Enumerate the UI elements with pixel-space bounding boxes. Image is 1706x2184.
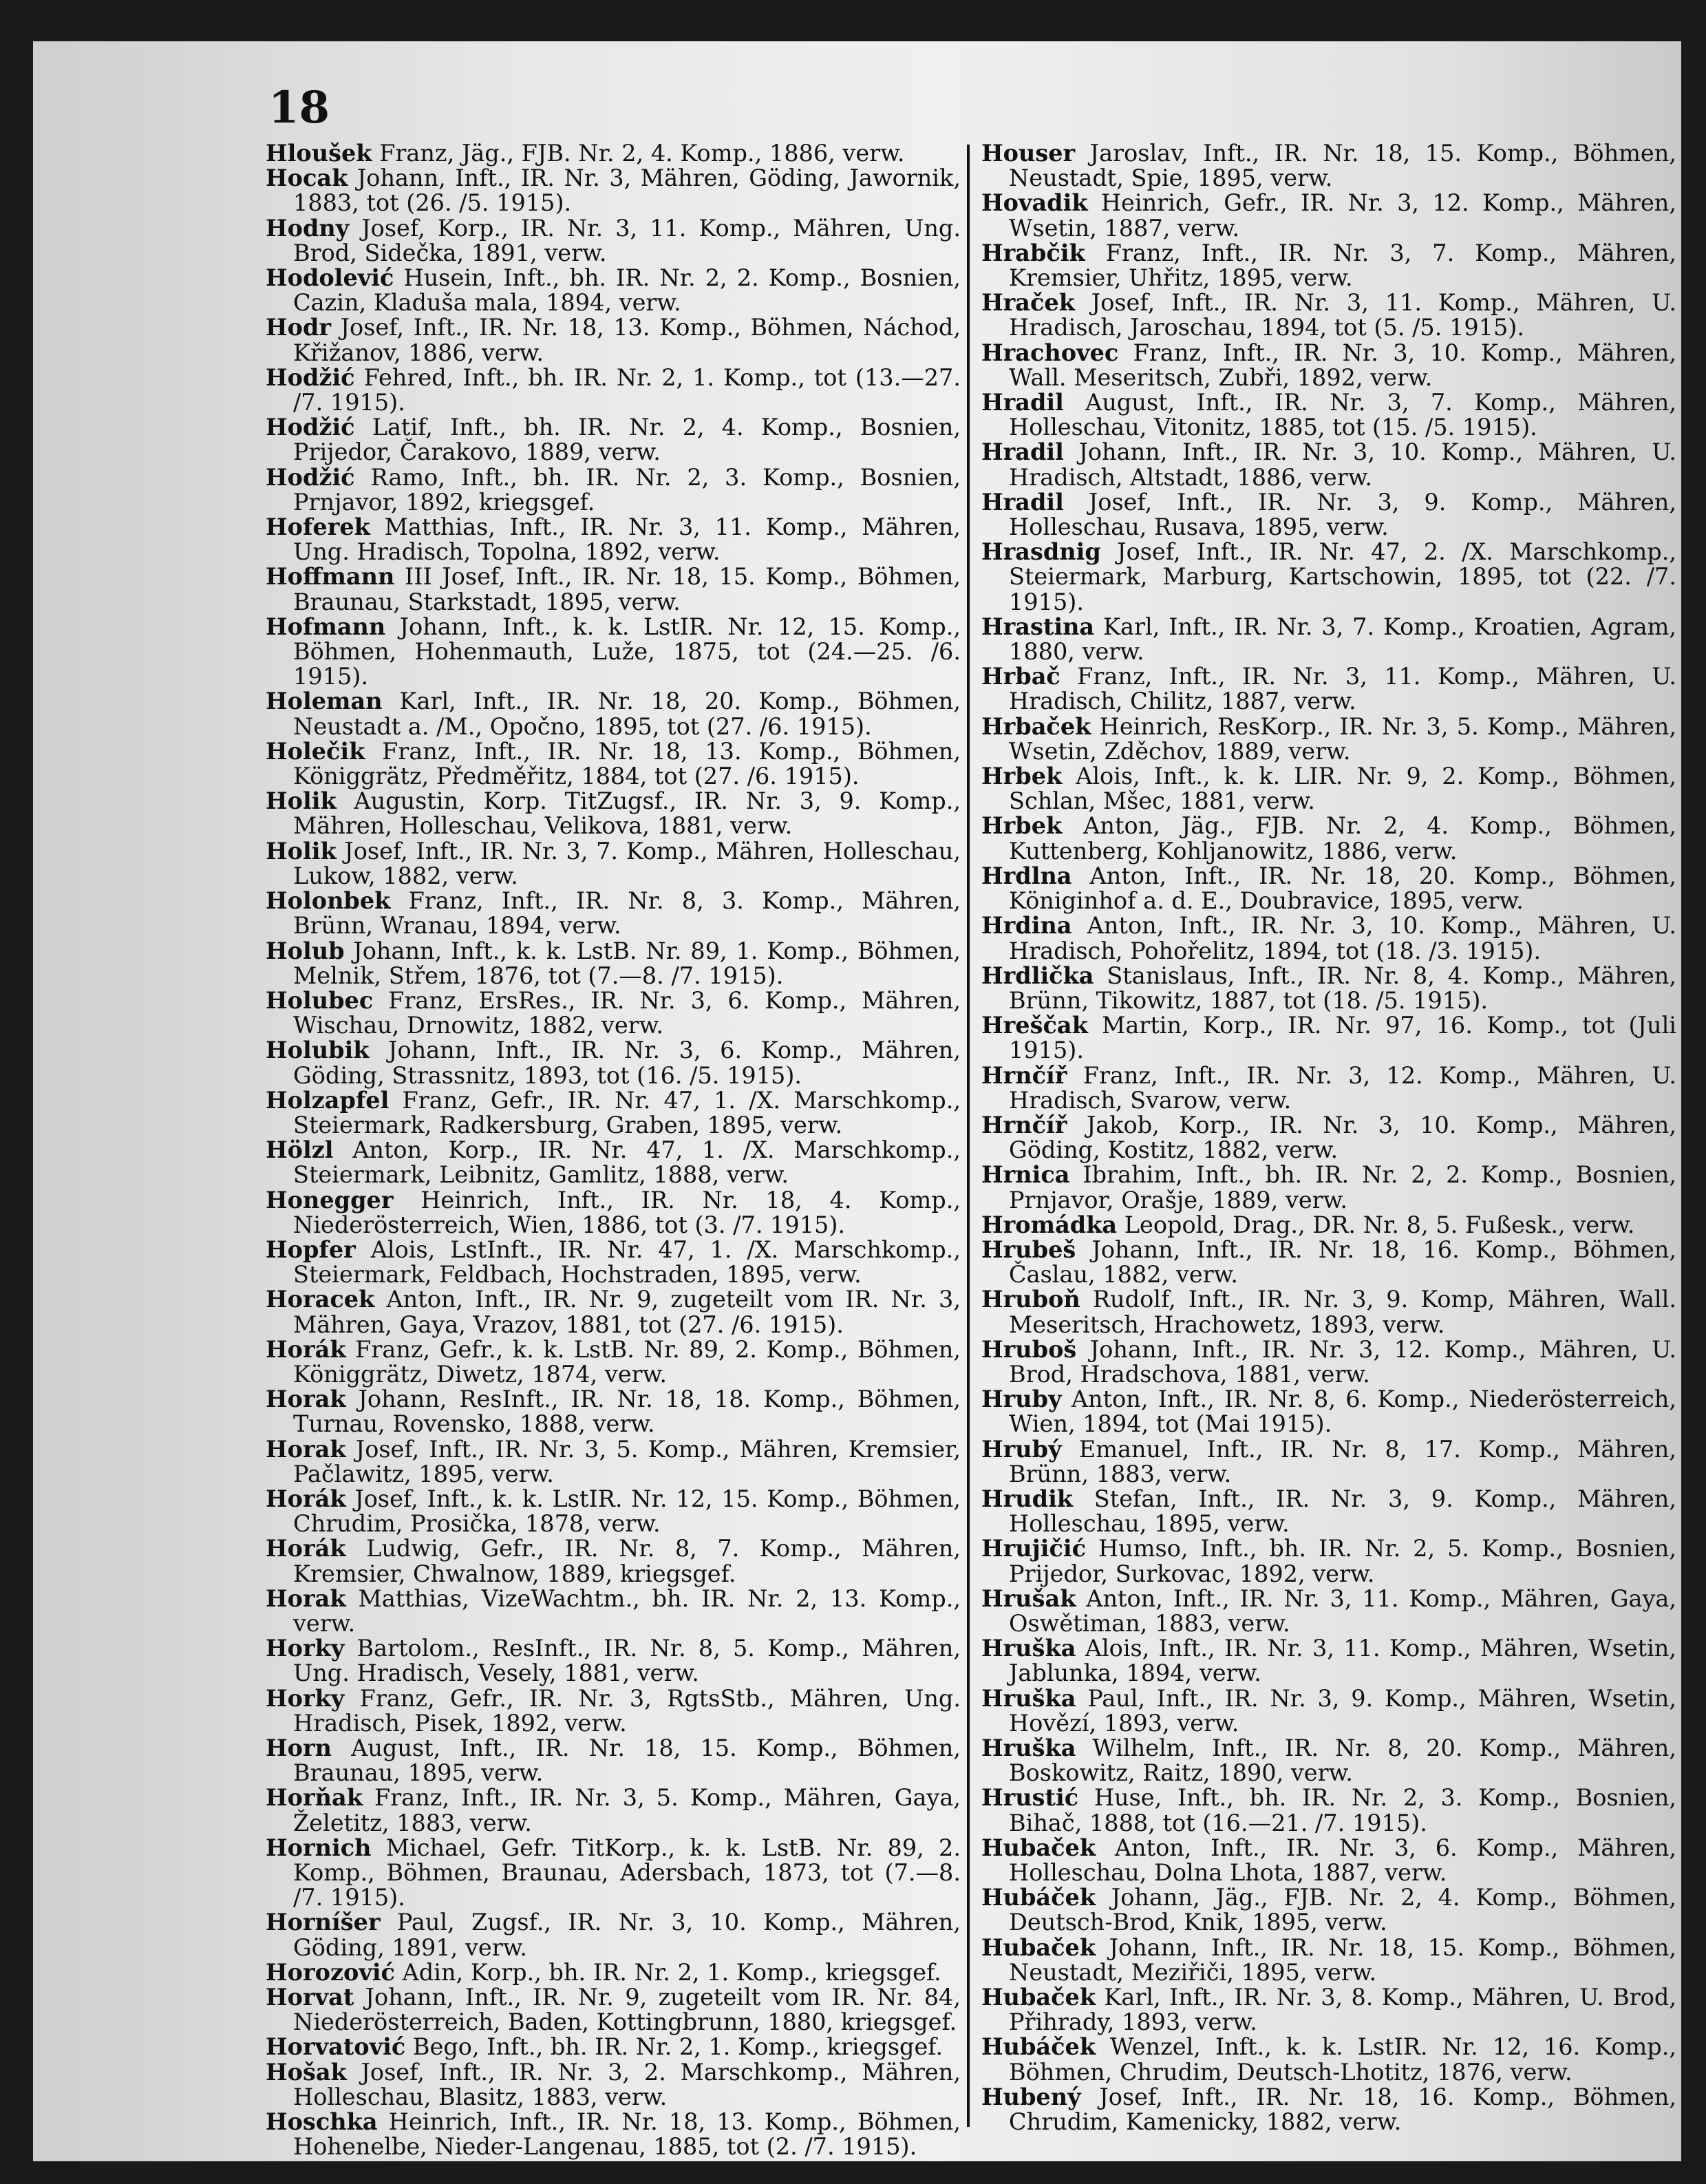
entry-details: Bartolom., ResInft., IR. Nr. 8, 5. Komp., Mähren, Ung. Hradisch, Vesely, 1881, verw.: [293, 1635, 961, 1687]
entry-surname: Hornich: [266, 1834, 372, 1861]
entry-surname: Hrbek: [981, 763, 1063, 790]
entry-surname: Honegger: [266, 1186, 394, 1213]
register-entry: [981, 1213, 1676, 1238]
register-entry: [266, 515, 961, 564]
entry-surname: Hrubeš: [981, 1236, 1076, 1263]
entry-details: Josef, Inft., IR. Nr. 3, 2. Marschkomp., Mähren, Holleschau, Blasitz, 1883, verw.: [293, 2058, 961, 2110]
entry-details: Martin, Korp., IR. Nr. 97, 16. Komp., tot (Juli 1915).: [1009, 1012, 1676, 1064]
register-entry: [266, 216, 961, 266]
left-column: [266, 141, 961, 2159]
register-entry: [981, 864, 1676, 913]
entry-details: Johann, Inft., IR. Nr. 3, 12. Komp., Mähren, U. Brod, Hradschova, 1881, verw.: [1009, 1335, 1676, 1388]
entry-surname: Hrastina: [981, 613, 1095, 640]
register-entry: [981, 1238, 1676, 1287]
entry-details: Johann, Inft., k. k. LstB. Nr. 89, 1. Komp., Böhmen, Melnik, Střem, 1876, tot (7.—8. /7. 1915).: [293, 937, 961, 989]
register-entry: [266, 1337, 961, 1387]
register-entry: [266, 1387, 961, 1436]
entry-surname: Holik: [266, 837, 337, 865]
entry-surname: Hruška: [981, 1684, 1076, 1712]
register-entry: [981, 814, 1676, 863]
entry-surname: Horacek: [266, 1286, 375, 1313]
register-entry: [266, 1960, 961, 1985]
register-entry: [981, 290, 1676, 340]
entry-details: Franz, Gefr., IR. Nr. 3, RgtsStb., Mähren, Ung. Hradisch, Pisek, 1892, verw.: [293, 1684, 961, 1737]
entry-details: Josef, Korp., IR. Nr. 3, 11. Komp., Mähren, Ung. Brod, Sidečka, 1891, verw.: [293, 214, 961, 266]
entry-details: Karl, Inft., IR. Nr. 3, 8. Komp., Mähren, U. Brod, Přihrady, 1893, verw.: [1009, 1984, 1676, 2036]
entry-details: Stefan, Inft., IR. Nr. 3, 9. Komp., Mähren, Holleschau, 1895, verw.: [1009, 1485, 1676, 1538]
entry-details: Bego, Inft., bh. IR. Nr. 2, 1. Komp., kriegsgef.: [412, 2033, 943, 2061]
register-entry: [266, 1910, 961, 1960]
entry-details: Augustin, Korp. TitZugsf., IR. Nr. 3, 9. Komp., Mähren, Holleschau, Velikova, 1881, verw.: [293, 787, 961, 840]
entry-surname: Hradil: [981, 389, 1064, 416]
entry-details: Josef, Inft., k. k. LstIR. Nr. 12, 15. Komp., Böhmen, Chrudim, Prosička, 1878, verw.: [293, 1485, 961, 1538]
entry-surname: Houser: [981, 140, 1076, 167]
register-entry: [266, 1985, 961, 2035]
entry-details: Franz, ErsRes., IR. Nr. 3, 6. Komp., Mähren, Wischau, Drnowitz, 1882, verw.: [293, 986, 961, 1039]
register-entry: [981, 191, 1676, 240]
entry-surname: Hrnčíř: [981, 1111, 1067, 1138]
register-entry: [266, 1238, 961, 1287]
entry-surname: Hodžić: [266, 363, 355, 391]
register-entry: [266, 1487, 961, 1536]
entry-surname: Hradil: [981, 488, 1064, 516]
register-entry: [266, 839, 961, 889]
entry-surname: Horozović: [266, 1958, 395, 1986]
entry-details: Paul, Inft., IR. Nr. 3, 9. Komp., Mähren, Wsetin, Hovězí, 1893, verw.: [1009, 1684, 1676, 1737]
entry-details: Anton, Inft., IR. Nr. 3, 10. Komp., Mähren, U. Hradisch, Pohořelitz, 1894, tot (18. /3. 1915).: [1009, 912, 1676, 964]
entry-surname: Hrabčik: [981, 239, 1085, 266]
register-entry: [266, 365, 961, 415]
entry-surname: Holzapfel: [266, 1086, 390, 1114]
register-entry: [981, 1013, 1676, 1063]
entry-surname: Hofmann: [266, 613, 386, 640]
register-entry: [981, 141, 1676, 191]
register-entry: [266, 1836, 961, 1911]
entry-surname: Hodžić: [266, 463, 355, 491]
entry-details: Franz, Gefr., IR. Nr. 47, 1. /X. Marschkomp., Steiermark, Radkersburg, Graben, 1895, verw.: [293, 1086, 961, 1138]
register-entry: [266, 415, 961, 465]
entry-details: Franz, Inft., IR. Nr. 3, 10. Komp., Mähren, Wall. Meseritsch, Zubři, 1892, verw.: [1009, 339, 1677, 391]
entry-surname: Hrbaček: [981, 712, 1091, 740]
entry-details: Josef, Inft., IR. Nr. 47, 2. /X. Marschkomp., Steiermark, Marburg, Kartschowin, 1895, tot (22. /7. 1915).: [1009, 538, 1676, 615]
entry-details: Franz, Inft., IR. Nr. 3, 5. Komp., Mähren, Gaya, Želetitz, 1883, verw.: [293, 1784, 961, 1836]
entry-details: Huse, Inft., bh. IR. Nr. 2, 3. Komp., Bosnien, Bihač, 1888, tot (16.—21. /7. 1915).: [1009, 1784, 1676, 1836]
entry-surname: Hruby: [981, 1386, 1062, 1413]
entry-details: Johann, Inft., IR. Nr. 3, 6. Komp., Mähren, Göding, Strassnitz, 1893, tot (16. /5. 1915).: [293, 1037, 961, 1089]
entry-details: Fehred, Inft., bh. IR. Nr. 2, 1. Komp., tot (13.—27. /7. 1915).: [293, 363, 961, 416]
entry-surname: Hubáček: [981, 2033, 1096, 2061]
entry-details: Latif, Inft., bh. IR. Nr. 2, 4. Komp., Bosnien, Prijedor, Čarakovo, 1889, verw.: [293, 414, 961, 466]
register-entry: [266, 939, 961, 988]
entry-details: August, Inft., IR. Nr. 18, 15. Komp., Böhmen, Braunau, 1895, verw.: [293, 1735, 961, 1787]
entry-details: Anton, Inft., IR. Nr. 9, zugeteilt vom IR. Nr. 3, Mähren, Gaya, Vrazov, 1881, tot (27. /6. 1915).: [293, 1286, 961, 1338]
entry-surname: Hruška: [981, 1635, 1076, 1662]
register-entry: [981, 1287, 1676, 1337]
entry-details: Josef, Inft., IR. Nr. 3, 5. Komp., Mähren, Kremsier, Pačlawitz, 1895, verw.: [293, 1435, 961, 1487]
page-number: 18: [268, 82, 330, 134]
register-entry: [981, 1686, 1676, 1736]
register-entry: [981, 1337, 1676, 1387]
register-entry: [981, 1113, 1676, 1163]
entry-details: Anton, Inft., IR. Nr. 8, 6. Komp., Niederösterreich, Wien, 1894, tot (Mai 1915).: [1009, 1386, 1676, 1438]
register-entry: [266, 1287, 961, 1337]
entry-details: Karl, Inft., IR. Nr. 18, 20. Komp., Böhmen, Neustadt a. /M., Opočno, 1895, tot (27. /6. 1915).: [293, 688, 961, 740]
register-entry: [981, 1487, 1676, 1536]
entry-details: Ramo, Inft., bh. IR. Nr. 2, 3. Komp., Bosnien, Prnjavor, 1892, kriegsgef.: [293, 463, 961, 516]
right-column: [981, 141, 1676, 2134]
entry-surname: Hrbač: [981, 663, 1060, 690]
entry-details: Heinrich, Gefr., IR. Nr. 3, 12. Komp., Mähren, Wsetin, 1887, verw.: [1009, 189, 1676, 242]
register-entry: [266, 1636, 961, 1686]
register-entry: [981, 440, 1676, 489]
entry-details: Josef, Inft., IR. Nr. 3, 11. Komp., Mähren, U. Hradisch, Jaroschau, 1894, tot (5. /5. 1915).: [1009, 289, 1676, 341]
register-entry: [981, 1584, 1676, 1637]
entry-details: August, Inft., IR. Nr. 3, 7. Komp., Mähren, Holleschau, Vitonitz, 1885, tot (15. /5. 1915).: [1009, 389, 1677, 441]
register-entry: [266, 1138, 961, 1187]
entry-surname: Hoferek: [266, 513, 370, 541]
entry-details: III Josef, Inft., IR. Nr. 18, 15. Komp., Böhmen, Braunau, Starkstadt, 1895, verw.: [293, 563, 961, 615]
entry-surname: Horák: [266, 1535, 346, 1562]
entry-details: Heinrich, Inft., IR. Nr. 18, 13. Komp., Böhmen, Hohenelbe, Nieder-Langenau, 1885, tot (2. /7. 1915).: [293, 2108, 961, 2161]
entry-surname: Horak: [266, 1386, 346, 1413]
entry-details: Ludwig, Gefr., IR. Nr. 8, 7. Komp., Mähren, Kremsier, Chwalnow, 1889, kriegsgef.: [293, 1535, 961, 1587]
entry-details: Johann, Jäg., FJB. Nr. 2, 4. Komp., Böhmen, Deutsch-Brod, Knik, 1895, verw.: [1009, 1884, 1676, 1936]
register-entry: [266, 1536, 961, 1586]
entry-surname: Horn: [266, 1735, 332, 1761]
register-entry: [266, 789, 961, 838]
register-entry: [266, 1686, 961, 1736]
entry-surname: Horňak: [266, 1784, 363, 1812]
entry-details: Franz, Inft., IR. Nr. 3, 7. Komp., Mähren, Kremsier, Uhřitz, 1895, verw.: [1009, 239, 1676, 292]
entry-surname: Hruboš: [981, 1335, 1077, 1363]
entry-details: Ibrahim, Inft., bh. IR. Nr. 2, 2. Komp., Bosnien, Prnjavor, Orašje, 1889, verw.: [1009, 1161, 1677, 1213]
entry-surname: Hrušak: [981, 1584, 1076, 1612]
register-entry: [266, 1736, 961, 1785]
register-entry: [981, 490, 1676, 540]
entry-details: Rudolf, Inft., IR. Nr. 3, 9. Komp, Mähren, Wall. Meseritsch, Hrachowetz, 1893, verw.: [1009, 1286, 1676, 1338]
entry-details: Johann, Inft., IR. Nr. 9, zugeteilt vom IR. Nr. 84, Niederösterreich, Baden, Kottingbrunn, 1880, kriegsgef.: [293, 1984, 961, 2036]
register-entry: [981, 1536, 1676, 1586]
register-entry: [266, 1584, 961, 1637]
entry-surname: Hrbek: [981, 812, 1063, 840]
entry-surname: Hošak: [266, 2058, 347, 2086]
entry-surname: Horak: [266, 1584, 346, 1612]
entry-surname: Horvatović: [266, 2033, 406, 2061]
entry-details: Franz, Inft., IR. Nr. 18, 13. Komp., Böhmen, Königgrätz, Předměřitz, 1884, tot (27. /6. 1915).: [293, 737, 961, 790]
entry-details: Wenzel, Inft., k. k. LstIR. Nr. 12, 16. Komp., Böhmen, Chrudim, Deutsch-Lhotitz, 1876, verw.: [1009, 2033, 1676, 2086]
entry-details: Anton, Inft., IR. Nr. 3, 6. Komp., Mähren, Holleschau, Dolna Lhota, 1887, verw.: [1009, 1834, 1677, 1887]
entry-details: Franz, Inft., IR. Nr. 8, 3. Komp., Mähren, Brünn, Wranau, 1894, verw.: [293, 887, 961, 940]
entry-details: Jakob, Korp., IR. Nr. 3, 10. Komp., Mähren, Göding, Kostitz, 1882, verw.: [1009, 1111, 1676, 1164]
entry-surname: Holubik: [266, 1037, 370, 1064]
entry-surname: Hradil: [981, 438, 1064, 466]
entry-surname: Horák: [266, 1485, 346, 1512]
entry-details: Alois, LstInft., IR. Nr. 47, 1. /X. Marschkomp., Steiermark, Feldbach, Hochstraden, 1895, verw.: [293, 1236, 961, 1289]
entry-surname: Hruboň: [981, 1286, 1080, 1313]
entry-surname: Hubaček: [981, 1834, 1096, 1861]
entry-details: Franz, Jäg., FJB. Nr. 2, 4. Komp., 1886, verw.: [379, 140, 905, 167]
register-entry: [981, 1437, 1676, 1487]
register-entry: [266, 1038, 961, 1088]
register-entry: [266, 1785, 961, 1835]
entry-details: Josef, Inft., IR. Nr. 18, 16. Komp., Böhmen, Chrudim, Kamenicky, 1882, verw.: [1009, 2083, 1676, 2136]
register-entry: [266, 1437, 961, 1487]
entry-surname: Hubaček: [981, 1984, 1096, 2011]
entry-surname: Horky: [266, 1635, 345, 1662]
entry-surname: Hrachovec: [981, 339, 1119, 366]
register-entry: [981, 1985, 1676, 2035]
entry-surname: Hrnica: [981, 1161, 1070, 1189]
register-entry: [981, 241, 1676, 290]
entry-details: Johann, Inft., k. k. LstIR. Nr. 12, 15. Komp., Böhmen, Hohenmauth, Luže, 1875, tot (24.—25. /6. 1915).: [293, 613, 961, 690]
register-entry: [981, 1736, 1676, 1785]
entry-surname: Holonbek: [266, 887, 391, 915]
entry-details: Emanuel, Inft., IR. Nr. 8, 17. Komp., Mähren, Brünn, 1883, verw.: [1009, 1435, 1676, 1487]
entry-details: Franz, Gefr., k. k. LstB. Nr. 89, 2. Komp., Böhmen, Königgrätz, Diwetz, 1874, verw.: [293, 1335, 961, 1388]
entry-details: Anton, Inft., IR. Nr. 3, 11. Komp., Mähren, Gaya, Oswětiman, 1883, verw.: [1009, 1584, 1676, 1637]
entry-surname: Hölzl: [266, 1136, 334, 1164]
entry-details: Johann, ResInft., IR. Nr. 18, 18. Komp., Böhmen, Turnau, Rovensko, 1888, verw.: [293, 1386, 961, 1438]
entry-surname: Holubec: [266, 986, 374, 1014]
entry-surname: Hodžić: [266, 414, 355, 441]
register-entry: [981, 341, 1676, 390]
entry-surname: Holečik: [266, 737, 365, 765]
entry-details: Anton, Korp., IR. Nr. 47, 1. /X. Marschkomp., Steiermark, Leibnitz, Gamlitz, 1888, verw.: [293, 1136, 961, 1189]
register-entry: [981, 1885, 1676, 1935]
register-entry: [266, 564, 961, 614]
entry-surname: Hovadik: [981, 189, 1088, 217]
entry-surname: Holik: [266, 787, 337, 815]
entry-surname: Hrnčíř: [981, 1061, 1067, 1089]
register-entry: [981, 540, 1676, 615]
entry-surname: Hrubý: [981, 1435, 1062, 1463]
register-entry: [266, 988, 961, 1038]
entry-surname: Hruška: [981, 1735, 1076, 1761]
register-entry: [266, 739, 961, 789]
entry-details: Heinrich, Inft., IR. Nr. 18, 4. Komp., Niederösterreich, Wien, 1886, tot (3. /7. 1915).: [293, 1186, 961, 1238]
register-entry: [266, 689, 961, 739]
entry-details: Anton, Inft., IR. Nr. 18, 20. Komp., Böhmen, Königinhof a. d. E., Doubravice, 1895, verw.: [1009, 862, 1676, 915]
entry-surname: Hreščak: [981, 1012, 1088, 1039]
register-entry: [981, 1933, 1676, 1986]
register-entry: [981, 913, 1676, 963]
register-entry: [981, 764, 1676, 814]
entry-surname: Horak: [266, 1435, 346, 1463]
entry-details: Alois, Inft., k. k. LIR. Nr. 9, 2. Komp., Böhmen, Schlan, Mšec, 1881, verw.: [1009, 763, 1676, 815]
register-entry: [266, 2110, 961, 2159]
register-entry: [981, 390, 1676, 440]
register-entry: [266, 1088, 961, 1138]
register-entry: [266, 1188, 961, 1238]
register-entry: [981, 1785, 1676, 1835]
entry-details: Anton, Jäg., FJB. Nr. 2, 4. Komp., Böhmen, Kuttenberg, Kohljanowitz, 1886, verw.: [1009, 812, 1676, 865]
register-entry: [266, 266, 961, 315]
entry-surname: Holub: [266, 937, 345, 964]
entry-surname: Hodr: [266, 314, 332, 341]
register-entry: [981, 1636, 1676, 1686]
entry-surname: Hromádka: [981, 1211, 1118, 1238]
entry-details: Stanislaus, Inft., IR. Nr. 8, 4. Komp., Mähren, Brünn, Tikowitz, 1887, tot (18. /5. 1915).: [1009, 962, 1676, 1014]
entry-surname: Hocak: [266, 165, 348, 192]
entry-details: Josef, Inft., IR. Nr. 18, 13. Komp., Böhmen, Náchod, Křižanov, 1886, verw.: [293, 314, 961, 366]
entry-details: Karl, Inft., IR. Nr. 3, 7. Komp., Kroatien, Agram, 1880, verw.: [1009, 613, 1676, 666]
entry-surname: Hrdlna: [981, 862, 1072, 889]
entry-surname: Hrasdnig: [981, 538, 1101, 566]
entry-details: Alois, Inft., IR. Nr. 3, 11. Komp., Mähren, Wsetin, Jablunka, 1894, verw.: [1009, 1635, 1676, 1687]
entry-surname: Horky: [266, 1684, 345, 1712]
entry-surname: Hodolević: [266, 264, 394, 292]
entry-details: Heinrich, ResKorp., IR. Nr. 3, 5. Komp., Mähren, Wsetin, Zděchov, 1889, verw.: [1009, 712, 1677, 765]
entry-details: Franz, Inft., IR. Nr. 3, 11. Komp., Mähren, U. Hradisch, Chilitz, 1887, verw.: [1009, 663, 1676, 715]
entry-surname: Hraček: [981, 289, 1075, 317]
entry-details: Johann, Inft., IR. Nr. 18, 15. Komp., Böhmen, Neustadt, Meziřiči, 1895, verw.: [1009, 1933, 1676, 1986]
register-entry: [266, 2060, 961, 2110]
entry-surname: Holeman: [266, 688, 383, 715]
entry-surname: Hrudik: [981, 1485, 1074, 1512]
entry-details: Josef, Inft., IR. Nr. 3, 9. Komp., Mähren, Holleschau, Rusava, 1895, verw.: [1009, 488, 1676, 541]
entry-details: Johann, Inft., IR. Nr. 3, Mähren, Göding, Jawornik, 1883, tot (26. /5. 1915).: [293, 165, 961, 217]
entry-details: Husein, Inft., bh. IR. Nr. 2, 2. Komp., Bosnien, Cazin, Kladuša mala, 1894, verw.: [293, 264, 961, 317]
register-entry: [981, 964, 1676, 1013]
entry-surname: Horvat: [266, 1984, 354, 2011]
register-entry: [266, 141, 961, 166]
register-entry: [266, 889, 961, 938]
register-entry: [981, 2035, 1676, 2084]
document-page: [33, 41, 1681, 2161]
register-entry: [981, 2085, 1676, 2134]
entry-details: Matthias, Inft., IR. Nr. 3, 11. Komp., Mähren, Ung. Hradisch, Topolna, 1892, verw.: [293, 513, 961, 566]
register-entry: [266, 2035, 961, 2059]
register-entry: [266, 315, 961, 365]
register-entry: [266, 166, 961, 215]
register-entry: [981, 714, 1676, 764]
entry-details: Franz, Inft., IR. Nr. 3, 12. Komp., Mähren, U. Hradisch, Svarow, verw.: [1009, 1061, 1676, 1114]
register-entry: [981, 1387, 1676, 1436]
entry-surname: Hodny: [266, 214, 350, 242]
entry-surname: Hrdlička: [981, 962, 1094, 989]
entry-surname: Hubaček: [981, 1933, 1096, 1961]
entry-surname: Hrdina: [981, 912, 1072, 940]
entry-surname: Horníšer: [266, 1909, 381, 1936]
entry-details: Johann, Inft., IR. Nr. 18, 16. Komp., Böhmen, Časlau, 1882, verw.: [1009, 1236, 1677, 1289]
entry-surname: Horák: [266, 1335, 346, 1363]
register-entry: [981, 1163, 1676, 1212]
entry-surname: Hubený: [981, 2083, 1081, 2110]
entry-details: Matthias, VizeWachtm., bh. IR. Nr. 2, 13. Komp., verw.: [293, 1584, 961, 1637]
entry-surname: Hoffmann: [266, 563, 395, 591]
register-entry: [981, 615, 1676, 664]
entry-surname: Hloušek: [266, 140, 372, 167]
column-divider: [967, 145, 970, 2127]
entry-details: Josef, Inft., IR. Nr. 3, 7. Komp., Mähren, Holleschau, Lukow, 1882, verw.: [293, 837, 961, 889]
register-entry: [266, 465, 961, 515]
entry-details: Leopold, Drag., DR. Nr. 8, 5. Fußesk., verw.: [1124, 1211, 1635, 1238]
entry-surname: Hoschka: [266, 2108, 378, 2136]
entry-details: Wilhelm, Inft., IR. Nr. 8, 20. Komp., Mähren, Boskowitz, Raitz, 1890, verw.: [1009, 1735, 1676, 1787]
register-entry: [981, 1836, 1676, 1885]
entry-details: Adin, Korp., bh. IR. Nr. 2, 1. Komp., kriegsgef.: [402, 1958, 941, 1986]
entry-surname: Hrustić: [981, 1784, 1079, 1812]
register-entry: [981, 1063, 1676, 1113]
register-entry: [266, 615, 961, 690]
entry-details: Johann, Inft., IR. Nr. 3, 10. Komp., Mähren, U. Hradisch, Altstadt, 1886, verw.: [1009, 438, 1676, 491]
entry-surname: Hopfer: [266, 1236, 356, 1263]
entry-details: Jaroslav, Inft., IR. Nr. 18, 15. Komp., Böhmen, Neustadt, Spie, 1895, verw.: [1009, 140, 1676, 192]
register-entry: [981, 664, 1676, 714]
entry-surname: Hubáček: [981, 1884, 1096, 1911]
entry-details: Paul, Zugsf., IR. Nr. 3, 10. Komp., Mähren, Göding, 1891, verw.: [293, 1909, 961, 1961]
entry-surname: Hrujičić: [981, 1535, 1087, 1562]
entry-details: Humso, Inft., bh. IR. Nr. 2, 5. Komp., Bosnien, Prijedor, Surkovac, 1892, verw.: [1009, 1535, 1676, 1587]
entry-details: Michael, Gefr. TitKorp., k. k. LstB. Nr. 89, 2. Komp., Böhmen, Braunau, Adersbach, 1873, tot (7.—8. /7. 1915).: [293, 1834, 961, 1911]
